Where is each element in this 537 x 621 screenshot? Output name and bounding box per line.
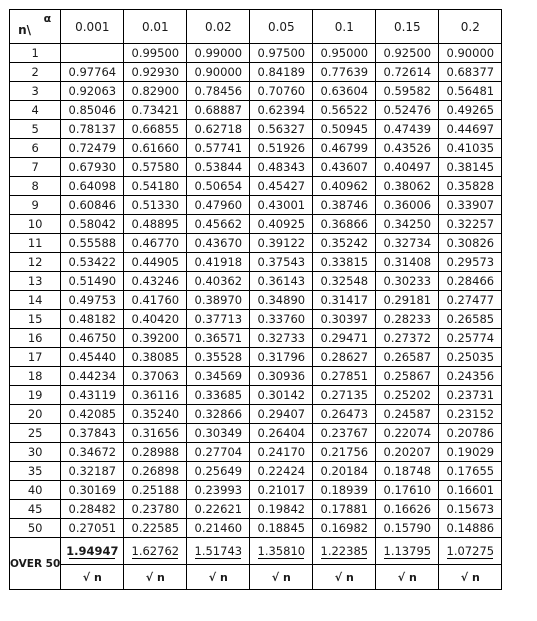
row-n-label: 10 [10,215,61,234]
table-cell: 0.38085 [124,348,187,367]
table-body [10,44,502,590]
table-row [10,481,502,500]
table-row [10,196,502,215]
alpha-header: 0.05 [250,10,313,44]
table-cell: 0.33685 [187,386,250,405]
table-cell: 0.46799 [313,139,376,158]
table-cell: 0.53844 [187,158,250,177]
table-cell: 0.16601 [439,481,502,500]
table-cell: 0.22585 [124,519,187,538]
row-n-label: 35 [10,462,61,481]
row-n-label: 15 [10,310,61,329]
table-cell: 0.26404 [250,424,313,443]
sqrt-n-denominator [187,565,250,590]
row-n-label: 12 [10,253,61,272]
row-n-label: 18 [10,367,61,386]
fraction-bar [447,558,493,559]
table-cell: 0.32866 [187,405,250,424]
table-cell: 0.41918 [187,253,250,272]
table-cell: 0.51926 [250,139,313,158]
alpha-header: 0.1 [313,10,376,44]
table-cell: 0.46750 [61,329,124,348]
table-cell: 0.41760 [124,291,187,310]
table-cell: 0.44697 [439,120,502,139]
row-axis-label: n\ [18,23,32,37]
table-cell: 0.48343 [250,158,313,177]
fraction-bar [384,558,430,559]
table-cell: 0.33907 [439,196,502,215]
table-cell: 0.73421 [124,101,187,120]
table-row [10,120,502,139]
table-cell: 0.34672 [61,443,124,462]
table-cell: 0.16626 [376,500,439,519]
table-cell: 0.64098 [61,177,124,196]
table-cell: 0.23780 [124,500,187,519]
over-50-numerator [124,538,187,565]
numerator-value: 1.22385 [320,543,369,558]
over-50-numerator [313,538,376,565]
table-cell: 0.18845 [250,519,313,538]
row-n-label: 4 [10,101,61,120]
table-row [10,405,502,424]
numerator-value: 1.35810 [257,543,306,558]
table-cell: 0.32187 [61,462,124,481]
table-cell: 0.23767 [313,424,376,443]
critical-values-table [9,9,502,590]
table-cell: 0.26898 [124,462,187,481]
table-cell: 0.72614 [376,63,439,82]
table-cell: 0.50945 [313,120,376,139]
table-cell: 0.35828 [439,177,502,196]
table-cell: 0.22074 [376,424,439,443]
table-cell: 0.50654 [187,177,250,196]
table-row [10,519,502,538]
sqrt-n-text: √ n [460,571,480,584]
table-cell: 0.41035 [439,139,502,158]
row-n-label: 20 [10,405,61,424]
table-cell: 0.39200 [124,329,187,348]
over-50-row [10,538,502,565]
table-cell: 0.27372 [376,329,439,348]
numerator-value: 1.94947 [66,543,119,558]
table-row [10,348,502,367]
table-row [10,329,502,348]
table-row [10,367,502,386]
table-cell: 0.57741 [187,139,250,158]
table-cell: 0.44905 [124,253,187,272]
table-cell: 0.38145 [439,158,502,177]
numerator-value: 1.51743 [194,543,243,558]
table-row [10,310,502,329]
table-cell: 0.40420 [124,310,187,329]
sqrt-n-denominator [376,565,439,590]
table-cell: 0.21460 [187,519,250,538]
table-cell: 0.14886 [439,519,502,538]
table-cell: 0.25774 [439,329,502,348]
table-cell: 0.58042 [61,215,124,234]
row-n-label: 5 [10,120,61,139]
table-cell: 0.46770 [124,234,187,253]
table-cell: 0.29181 [376,291,439,310]
over-50-numerator [187,538,250,565]
table-cell: 0.38062 [376,177,439,196]
numerator-value: 1.62762 [131,543,180,558]
table-cell: 0.56327 [250,120,313,139]
sqrt-n-text: √ n [397,571,417,584]
table-cell: 0.62394 [250,101,313,120]
table-cell: 0.33815 [313,253,376,272]
table-cell: 0.85046 [61,101,124,120]
table-cell: 0.48182 [61,310,124,329]
table-cell: 0.90000 [187,63,250,82]
table-row [10,462,502,481]
table-cell: 0.29407 [250,405,313,424]
table-cell: 0.24356 [439,367,502,386]
table-cell: 0.34890 [250,291,313,310]
table-cell: 0.28466 [439,272,502,291]
table-cell: 0.22424 [250,462,313,481]
table-cell: 0.92930 [124,63,187,82]
row-n-label: 3 [10,82,61,101]
table-cell: 0.27851 [313,367,376,386]
row-n-label: 7 [10,158,61,177]
table-cell: 0.60846 [61,196,124,215]
table-cell: 0.35528 [187,348,250,367]
table-cell: 0.29573 [439,253,502,272]
table-cell: 0.66855 [124,120,187,139]
table-cell: 0.36116 [124,386,187,405]
table-cell: 0.20786 [439,424,502,443]
table-cell: 0.25035 [439,348,502,367]
table-cell: 0.40362 [187,272,250,291]
table-cell: 0.62718 [187,120,250,139]
row-n-label: 14 [10,291,61,310]
table-cell: 0.61660 [124,139,187,158]
table-cell: 0.95000 [313,44,376,63]
table-cell: 0.32734 [376,234,439,253]
fraction-bar [132,558,178,559]
table-cell: 0.78456 [187,82,250,101]
table-row [10,177,502,196]
table-cell: 0.30142 [250,386,313,405]
table-cell: 0.25867 [376,367,439,386]
table-cell: 0.30826 [439,234,502,253]
table-cell: 0.31408 [376,253,439,272]
table-cell: 0.51330 [124,196,187,215]
table-row [10,424,502,443]
table-cell: 0.72479 [61,139,124,158]
fraction-bar [258,558,304,559]
table-cell: 0.17610 [376,481,439,500]
table-cell: 0.26587 [376,348,439,367]
table-cell: 0.18748 [376,462,439,481]
row-n-label: 1 [10,44,61,63]
table-cell: 0.30169 [61,481,124,500]
table-cell: 0.25188 [124,481,187,500]
alpha-header: 0.15 [376,10,439,44]
table-row [10,158,502,177]
sqrt-n-denominator [313,565,376,590]
table-cell: 0.35242 [313,234,376,253]
table-cell: 0.47439 [376,120,439,139]
table-cell: 0.70760 [250,82,313,101]
table-cell: 0.25649 [187,462,250,481]
table-cell: 0.33760 [250,310,313,329]
table-cell: 0.52476 [376,101,439,120]
table-cell: 0.27135 [313,386,376,405]
table-row [10,291,502,310]
table-cell: 0.30936 [250,367,313,386]
table-cell: 0.48895 [124,215,187,234]
row-n-label: 9 [10,196,61,215]
table-cell: 0.43670 [187,234,250,253]
sqrt-n-text: √ n [208,571,228,584]
table-cell: 0.47960 [187,196,250,215]
table-cell: 0.36006 [376,196,439,215]
table-cell: 0.32548 [313,272,376,291]
table-row [10,386,502,405]
table-cell: 0.90000 [439,44,502,63]
over-50-numerator [250,538,313,565]
table-cell: 0.56481 [439,82,502,101]
row-n-label: 45 [10,500,61,519]
row-n-label: 40 [10,481,61,500]
table-row [10,63,502,82]
table-cell: 0.34250 [376,215,439,234]
row-n-label: 11 [10,234,61,253]
table-cell: 0.38746 [313,196,376,215]
over-50-numerator [376,538,439,565]
table-row [10,215,502,234]
table-cell: 0.37713 [187,310,250,329]
table-cell: 0.56522 [313,101,376,120]
column-axis-label: α [43,12,52,25]
table-cell: 0.23993 [187,481,250,500]
table-cell: 0.19842 [250,500,313,519]
table-cell: 0.36866 [313,215,376,234]
table-cell: 0.37063 [124,367,187,386]
table-cell: 0.51490 [61,272,124,291]
table-cell: 0.37843 [61,424,124,443]
sqrt-n-denominator [61,565,124,590]
table-cell: 0.53422 [61,253,124,272]
table-row [10,139,502,158]
table-cell: 0.28988 [124,443,187,462]
table-cell: 0.54180 [124,177,187,196]
over-50-label: OVER 50 [10,538,61,590]
critical-values-table-container [9,9,502,590]
table-cell: 0.28627 [313,348,376,367]
table-row [10,234,502,253]
alpha-header: 0.02 [187,10,250,44]
table-cell: 0.32257 [439,215,502,234]
table-cell: 0.27051 [61,519,124,538]
row-n-label: 19 [10,386,61,405]
table-cell: 0.19029 [439,443,502,462]
table-cell: 0.36571 [187,329,250,348]
table-cell: 0.15673 [439,500,502,519]
sqrt-n-text: √ n [334,571,354,584]
table-cell: 0.63604 [313,82,376,101]
table-cell: 0.20207 [376,443,439,462]
table-cell: 0.44234 [61,367,124,386]
table-cell: 0.24170 [250,443,313,462]
table-cell: 0.17881 [313,500,376,519]
table-row [10,253,502,272]
table-cell: 0.49265 [439,101,502,120]
table-cell: 0.27704 [187,443,250,462]
header-row [10,10,502,44]
table-cell: 0.31656 [124,424,187,443]
fraction-bar [69,558,115,559]
table-cell: 0.82900 [124,82,187,101]
table-cell: 0.78137 [61,120,124,139]
sqrt-n-denominator [250,565,313,590]
table-cell: 0.23731 [439,386,502,405]
fraction-bar [321,558,367,559]
corner-header [10,10,61,44]
table-row [10,443,502,462]
table-cell: 0.37543 [250,253,313,272]
sqrt-n-text: √ n [82,571,102,584]
table-cell: 0.99500 [124,44,187,63]
table-cell: 0.43119 [61,386,124,405]
alpha-header: 0.001 [61,10,124,44]
table-cell: 0.30233 [376,272,439,291]
table-cell: 0.40962 [313,177,376,196]
table-row [10,272,502,291]
table-cell: 0.31796 [250,348,313,367]
table-cell: 0.67930 [61,158,124,177]
table-cell: 0.23152 [439,405,502,424]
table-cell: 0.17655 [439,462,502,481]
table-cell: 0.43246 [124,272,187,291]
table-cell: 0.68377 [439,63,502,82]
row-n-label: 30 [10,443,61,462]
table-cell: 0.92500 [376,44,439,63]
table-cell: 0.26585 [439,310,502,329]
table-cell: 0.31417 [313,291,376,310]
table-cell: 0.43526 [376,139,439,158]
table-cell: 0.27477 [439,291,502,310]
row-n-label: 16 [10,329,61,348]
table-cell: 0.40497 [376,158,439,177]
table-cell: 0.84189 [250,63,313,82]
table-cell: 0.38970 [187,291,250,310]
table-cell: 0.92063 [61,82,124,101]
sqrt-n-text: √ n [271,571,291,584]
table-cell: 0.77639 [313,63,376,82]
over-50-numerator [439,538,502,565]
table-cell: 0.30397 [313,310,376,329]
table-cell: 0.43001 [250,196,313,215]
table-row [10,82,502,101]
table-cell: 0.35240 [124,405,187,424]
table-cell [61,44,124,63]
table-cell: 0.36143 [250,272,313,291]
alpha-header: 0.2 [439,10,502,44]
table-cell: 0.42085 [61,405,124,424]
row-n-label: 2 [10,63,61,82]
table-cell: 0.99000 [187,44,250,63]
table-cell: 0.55588 [61,234,124,253]
row-n-label: 13 [10,272,61,291]
table-cell: 0.45427 [250,177,313,196]
table-cell: 0.22621 [187,500,250,519]
table-cell: 0.25202 [376,386,439,405]
row-n-label: 17 [10,348,61,367]
table-cell: 0.40925 [250,215,313,234]
fraction-bar [195,558,241,559]
table-cell: 0.34569 [187,367,250,386]
alpha-header: 0.01 [124,10,187,44]
table-cell: 0.29471 [313,329,376,348]
sqrt-n-denominator [124,565,187,590]
table-row [10,500,502,519]
table-cell: 0.20184 [313,462,376,481]
table-cell: 0.28233 [376,310,439,329]
sqrt-n-text: √ n [145,571,165,584]
table-cell: 0.59582 [376,82,439,101]
over-50-numerator [61,538,124,565]
table-cell: 0.49753 [61,291,124,310]
table-cell: 0.45440 [61,348,124,367]
table-row [10,44,502,63]
numerator-value: 1.07275 [446,543,495,558]
table-cell: 0.21017 [250,481,313,500]
table-cell: 0.18939 [313,481,376,500]
over-50-denominator-row [10,565,502,590]
row-n-label: 25 [10,424,61,443]
table-cell: 0.24587 [376,405,439,424]
table-cell: 0.21756 [313,443,376,462]
table-cell: 0.97500 [250,44,313,63]
table-cell: 0.45662 [187,215,250,234]
table-cell: 0.68887 [187,101,250,120]
table-cell: 0.30349 [187,424,250,443]
sqrt-n-denominator [439,565,502,590]
row-n-label: 8 [10,177,61,196]
table-cell: 0.26473 [313,405,376,424]
table-cell: 0.15790 [376,519,439,538]
row-n-label: 6 [10,139,61,158]
row-n-label: 50 [10,519,61,538]
table-cell: 0.57580 [124,158,187,177]
table-cell: 0.43607 [313,158,376,177]
table-row [10,101,502,120]
table-cell: 0.39122 [250,234,313,253]
table-cell: 0.16982 [313,519,376,538]
table-cell: 0.28482 [61,500,124,519]
numerator-value: 1.13795 [383,543,432,558]
table-cell: 0.32733 [250,329,313,348]
table-cell: 0.97764 [61,63,124,82]
